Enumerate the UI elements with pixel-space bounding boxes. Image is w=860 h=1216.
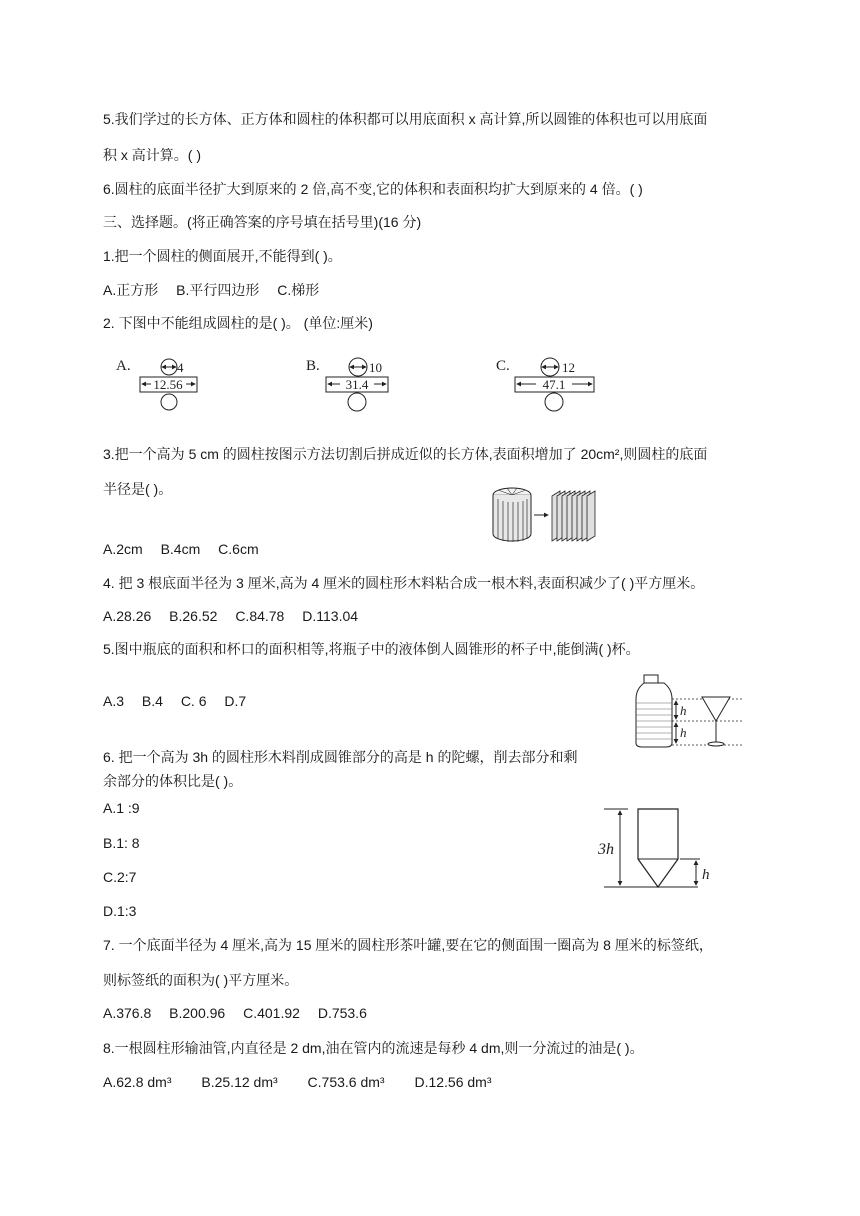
q4-option-d: D.113.04	[302, 608, 359, 624]
q6-option-d: D.1:3	[103, 903, 137, 919]
q3-cut-cylinder-figure	[490, 486, 605, 544]
q3-stem-line2: 半径是( )。	[103, 481, 173, 497]
q5-option-c: C. 6	[180, 693, 207, 709]
q8-option-c: C.753.6 dm³	[307, 1074, 385, 1090]
q2-figure-b-length: 31.4	[345, 377, 369, 392]
q7-option-d: D.753.6	[317, 1005, 367, 1021]
q2-figure-a-diameter: 4	[177, 360, 184, 375]
q3-stem-line1: 3.把一个高为 5 cm 的圆柱按图示方法切割后拼成近似的长方体,表面积增加了 20cm²,则圆柱的底面	[103, 446, 708, 462]
q3-option-a: A.2cm	[103, 541, 143, 557]
q1-option-a: A.正方形	[103, 282, 159, 298]
q6-stem-line2: 余部分的体积比是( )。	[103, 773, 243, 789]
q2-figure-b-diameter: 10	[369, 360, 382, 375]
q7-stem-line1: 7. 一个底面半径为 4 厘米,高为 15 厘米的圆柱形茶叶罐,要在它的侧面围一圈高为 8 厘米的标签纸，	[103, 937, 713, 953]
q2-figure-a-letter: A.	[116, 358, 131, 374]
q7-option-c: C.401.92	[243, 1005, 300, 1021]
q6-option-a: A.1 :9	[103, 800, 140, 816]
q2-figure-c-diameter: 12	[562, 360, 575, 375]
q1-stem: 1.把一个圆柱的侧面展开,不能得到( )。	[103, 248, 342, 264]
q2-figure-c-length: 47.1	[542, 377, 566, 392]
judge-q6: 6.圆柱的底面半径扩大到原来的 2 倍,高不变,它的体积和表面积均扩大到原来的 4 倍。( )	[103, 181, 643, 197]
q7-stem-line2: 则标签纸的面积为( )平方厘米。	[103, 972, 299, 988]
q1-option-b: B.平行四边形	[176, 282, 260, 298]
q4-options	[103, 607, 372, 625]
q2-figure-c-letter: C.	[496, 358, 510, 374]
q8-option-a: A.62.8 dm³	[103, 1074, 172, 1090]
q2-figures	[110, 350, 630, 418]
q7-options	[103, 1004, 381, 1022]
q3-options	[103, 540, 273, 558]
q4-stem: 4. 把 3 根底面半径为 3 厘米,高为 4 厘米的圆柱形木料粘合成一根木料,表面积减少了( )平方厘米。	[103, 575, 705, 591]
q6-figure-label-3h: 3h	[598, 841, 614, 858]
judge-q5-line2: 积 x 高计算。( )	[103, 147, 201, 163]
q3-option-b: B.4cm	[160, 541, 201, 557]
q2-figure-a-length: 12.56	[153, 377, 183, 392]
q8-option-d: D.12.56 dm³	[414, 1074, 492, 1090]
q5-figure-label-h2: h	[680, 725, 687, 740]
q1-options	[103, 281, 333, 299]
q7-option-a: A.376.8	[103, 1005, 152, 1021]
q8-stem: 8.一根圆柱形输油管,内直径是 2 dm,油在管内的流速是每秒 4 dm,则一分流过的油是( )。	[103, 1040, 644, 1056]
q5-bottle-cup-figure	[630, 673, 770, 751]
q5-stem: 5.图中瓶底的面积和杯口的面积相等,将瓶子中的液体倒人圆锥形的杯子中,能倒满( )杯。	[103, 641, 640, 657]
q6-option-b: B.1: 8	[103, 835, 140, 851]
q2-figure-c	[496, 358, 594, 411]
q4-option-c: C.84.78	[235, 608, 285, 624]
q5-option-d: D.7	[224, 693, 247, 709]
q5-options	[103, 692, 260, 710]
q8-option-b: B.25.12 dm³	[201, 1074, 278, 1090]
q5-figure-label-h1: h	[680, 703, 687, 718]
q6-figure-label-h: h	[702, 867, 710, 883]
q3-option-c: C.6cm	[218, 541, 259, 557]
q7-option-b: B.200.96	[169, 1005, 226, 1021]
q1-option-c: C.梯形	[277, 282, 320, 298]
q2-stem: 2. 下图中不能组成圆柱的是( )。 (单位:厘米)	[103, 315, 373, 331]
q4-option-a: A.28.26	[103, 608, 152, 624]
q6-spinning-top-figure	[592, 803, 732, 893]
q8-options	[103, 1073, 506, 1091]
q5-option-b: B.4	[141, 693, 163, 709]
q5-option-a: A.3	[103, 693, 125, 709]
section-title: 三、选择题。(将正确答案的序号填在括号里)(16 分)	[103, 214, 422, 230]
q4-option-b: B.26.52	[169, 608, 218, 624]
q2-figure-a	[116, 358, 197, 410]
q2-figure-b	[306, 358, 388, 411]
judge-q5-line1: 5.我们学过的长方体、正方体和圆柱的体积都可以用底面积 x 高计算,所以圆锥的体积也可以用底面	[103, 111, 708, 127]
q2-figure-b-letter: B.	[306, 358, 320, 374]
q6-stem-line1: 6. 把一个高为 3h 的圆柱形木料削成圆锥部分的高是 h 的陀螺，削去部分和剩	[103, 749, 578, 765]
q6-option-c: C.2:7	[103, 869, 137, 885]
